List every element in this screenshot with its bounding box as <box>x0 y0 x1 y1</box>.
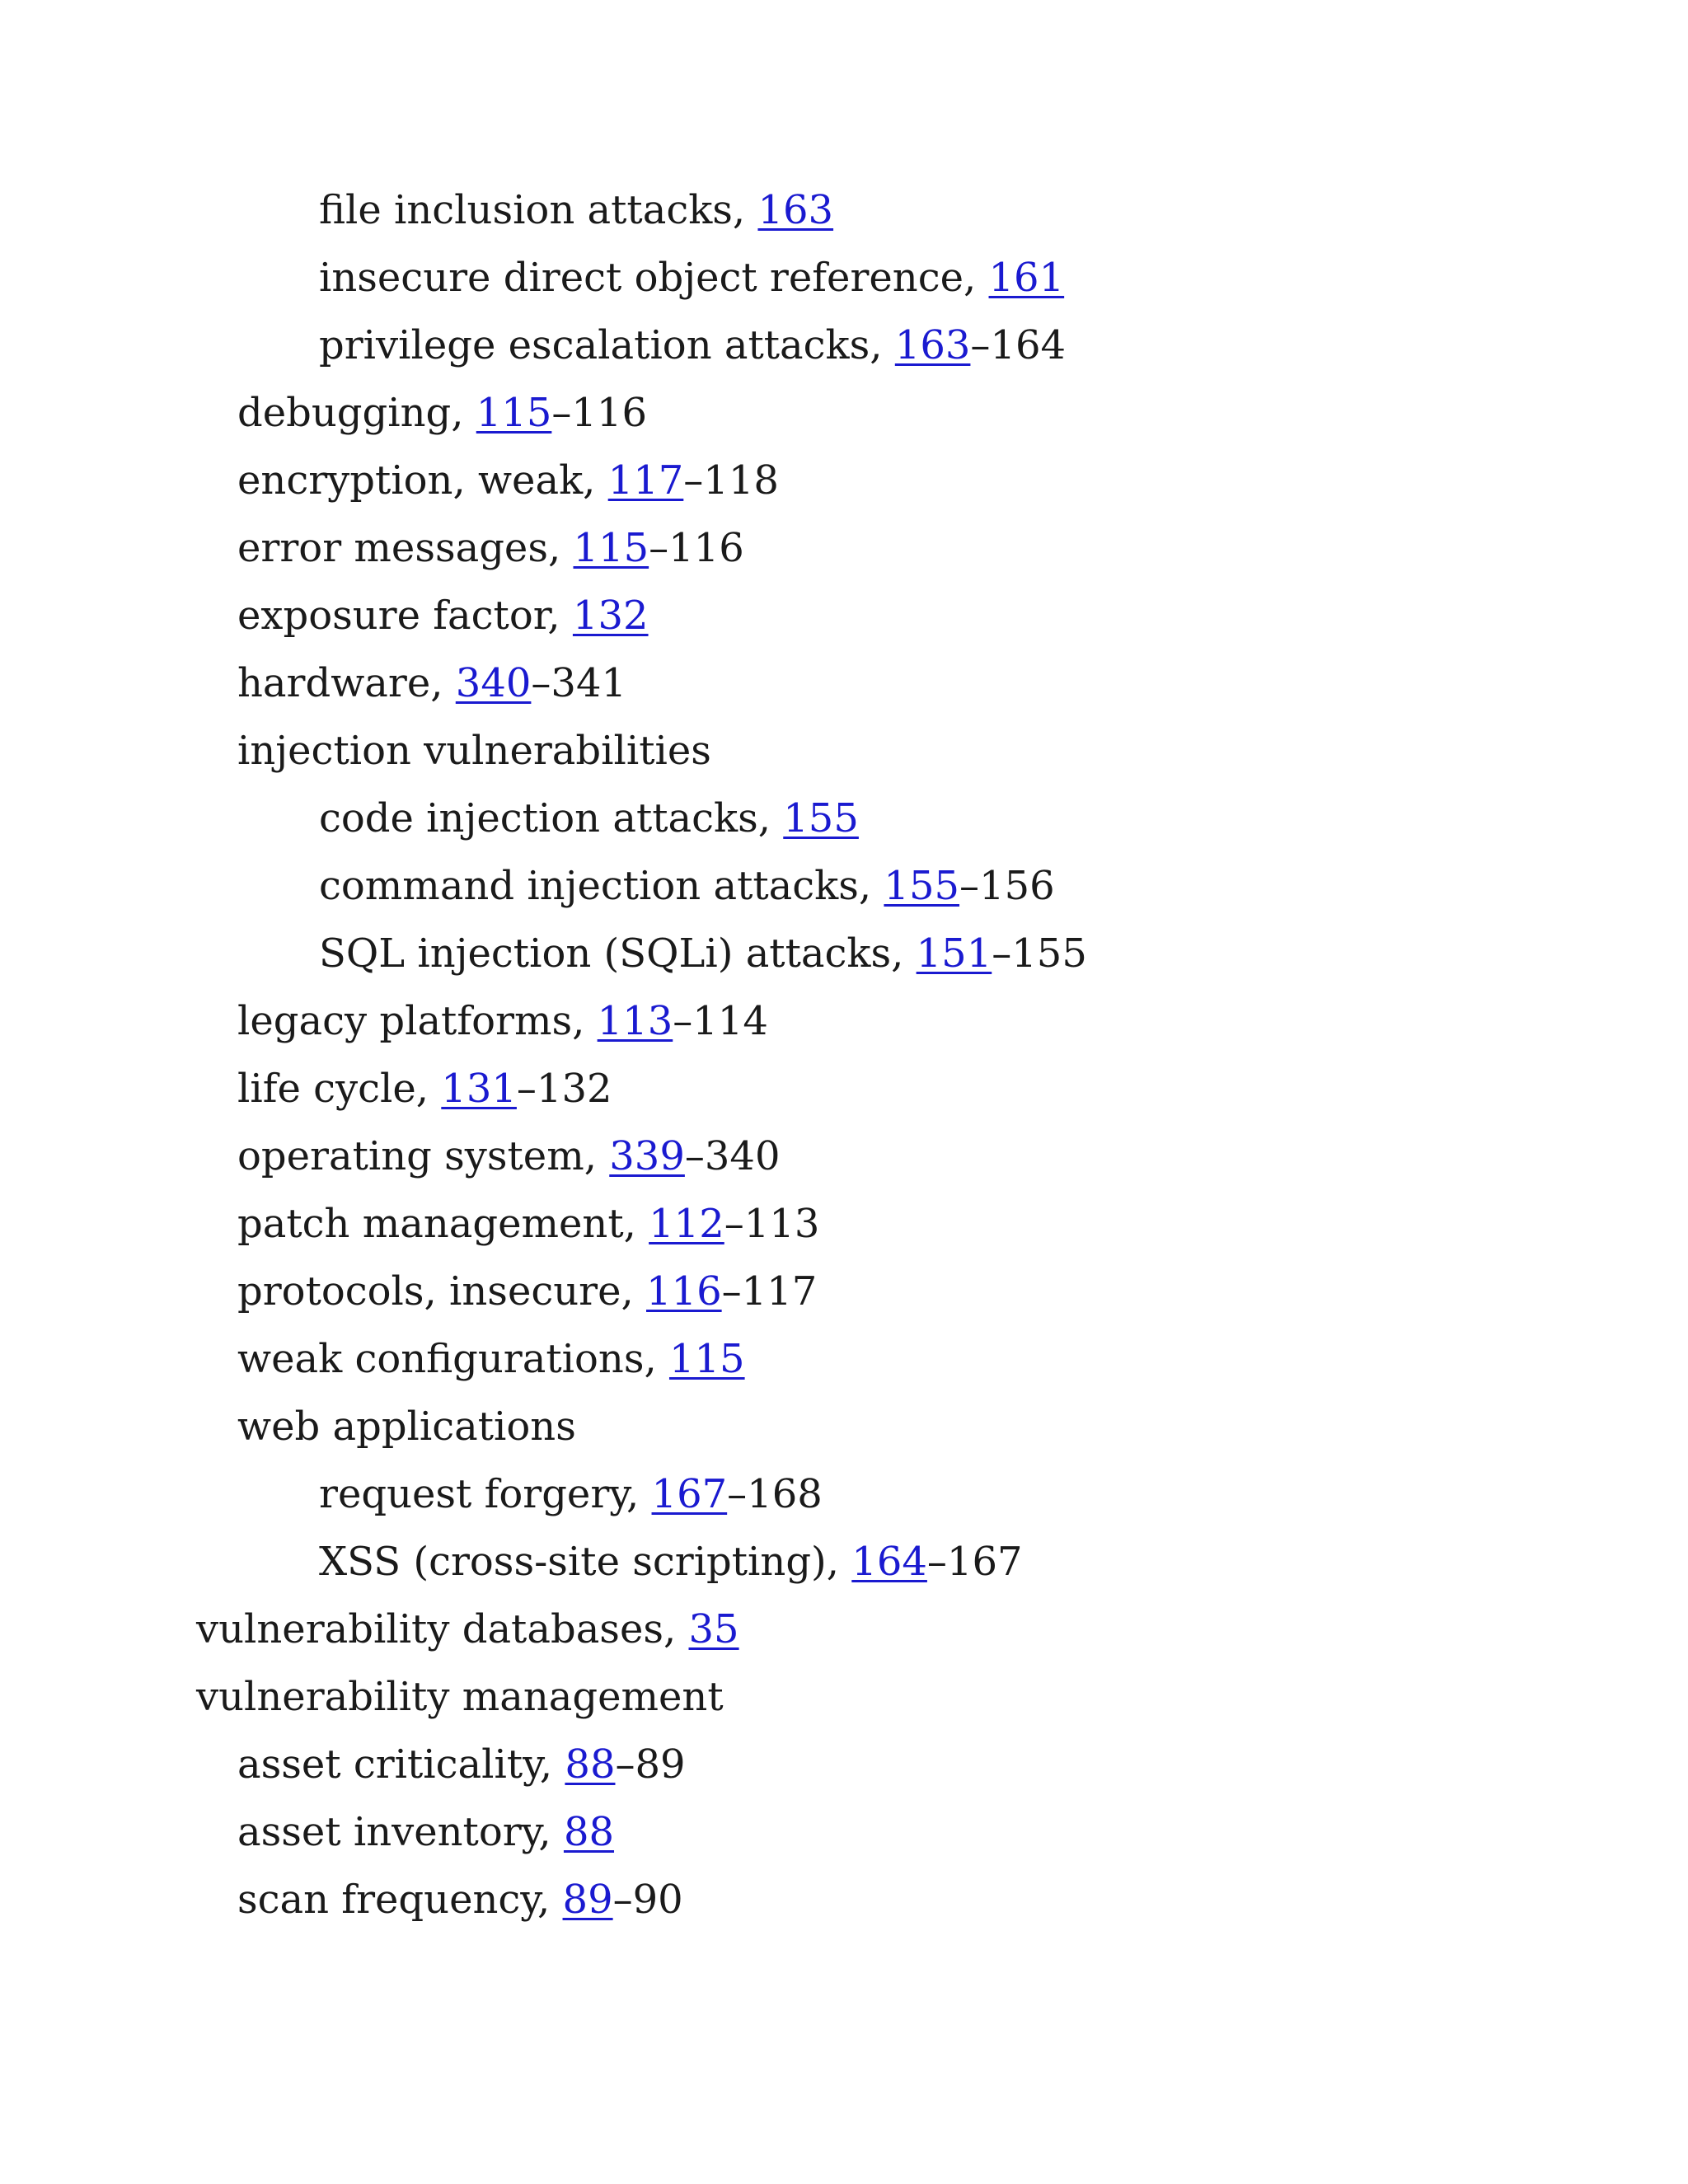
page-range-end: –340 <box>684 1133 781 1179</box>
index-term: operating system, <box>237 1133 610 1179</box>
page-link-113[interactable]: 113 <box>597 998 673 1044</box>
index-term: legacy platforms, <box>237 998 598 1044</box>
page-link-88[interactable]: 88 <box>563 1809 615 1855</box>
page-link-339[interactable]: 339 <box>609 1133 685 1179</box>
index-term: request forgery, <box>319 1471 652 1517</box>
index-term: vulnerability management <box>196 1674 724 1720</box>
index-term: web applications <box>237 1404 576 1450</box>
index-term: XSS (cross-site scripting), <box>319 1539 852 1585</box>
index-term: insecure direct object reference, <box>319 255 989 301</box>
page-range-end: –116 <box>649 525 744 571</box>
index-term: privilege escalation attacks, <box>319 322 895 368</box>
page-link-112[interactable]: 112 <box>649 1201 724 1247</box>
page-range-end: –164 <box>970 322 1067 368</box>
index-entry-asset-criticality <box>0 1731 1688 1798</box>
index-entry-insecure-direct-object-reference <box>0 244 1688 312</box>
index-term: error messages, <box>237 525 574 571</box>
page-range-end: –132 <box>516 1066 612 1112</box>
index-entry-injection-vulnerabilities <box>0 717 1688 785</box>
page-range-end: –156 <box>959 863 1055 909</box>
index-term: weak configurations, <box>237 1336 669 1382</box>
index-entry-error-messages <box>0 514 1688 582</box>
index-term: command injection attacks, <box>319 863 884 909</box>
index-entry-exposure-factor <box>0 582 1688 649</box>
index-entry-command-injection-attacks <box>0 852 1688 920</box>
index-term: debugging, <box>237 390 476 436</box>
index-entry-life-cycle <box>0 1055 1688 1122</box>
index-term: asset inventory, <box>237 1809 564 1855</box>
index-term: file inclusion attacks, <box>319 187 758 233</box>
index-entry-file-inclusion-attacks <box>0 176 1688 244</box>
page-link-131[interactable]: 131 <box>441 1066 517 1112</box>
page-link-88[interactable]: 88 <box>565 1741 616 1788</box>
index-entry-patch-management <box>0 1190 1688 1258</box>
page-range-end: –118 <box>683 457 779 504</box>
page-link-167[interactable]: 167 <box>651 1471 728 1517</box>
page-link-115[interactable]: 115 <box>573 525 649 571</box>
page-link-155[interactable]: 155 <box>884 863 960 909</box>
page-range-end: –167 <box>926 1539 1023 1585</box>
index-term: scan frequency, <box>237 1877 563 1923</box>
page-range-end: –116 <box>551 390 647 436</box>
page-range-end: –117 <box>721 1268 818 1315</box>
page-link-340[interactable]: 340 <box>455 660 532 706</box>
index-term: patch management, <box>237 1201 649 1247</box>
index-entry-vulnerability-databases <box>0 1596 1688 1663</box>
index-entry-debugging <box>0 379 1688 447</box>
index-term: SQL injection (SQLi) attacks, <box>319 930 917 977</box>
index-entry-code-injection-attacks <box>0 785 1688 852</box>
index-term: injection vulnerabilities <box>237 728 711 774</box>
index-entry-encryption-weak <box>0 447 1688 514</box>
index-page <box>0 176 1688 1933</box>
page-link-163[interactable]: 163 <box>894 322 971 368</box>
page-link-115[interactable]: 115 <box>668 1336 745 1382</box>
page-range-end: –341 <box>531 660 627 706</box>
index-term: asset criticality, <box>237 1741 565 1788</box>
index-entry-hardware <box>0 649 1688 717</box>
page-range-end: –114 <box>673 998 768 1044</box>
index-entry-request-forgery <box>0 1460 1688 1528</box>
index-entry-privilege-escalation-attacks <box>0 312 1688 379</box>
index-entry-asset-inventory <box>0 1798 1688 1866</box>
index-entry-protocols-insecure <box>0 1258 1688 1325</box>
index-entry-sql-injection-attacks <box>0 920 1688 987</box>
page-link-35[interactable]: 35 <box>688 1606 739 1652</box>
page-link-116[interactable]: 116 <box>646 1268 722 1315</box>
page-link-161[interactable]: 161 <box>988 255 1065 301</box>
index-term: life cycle, <box>237 1066 442 1112</box>
page-link-163[interactable]: 163 <box>757 187 834 233</box>
index-term: vulnerability databases, <box>196 1606 689 1652</box>
page-range-end: –113 <box>724 1201 820 1247</box>
page-range-end: –168 <box>727 1471 823 1517</box>
index-entry-xss-cross-site-scripting <box>0 1528 1688 1596</box>
page-link-89[interactable]: 89 <box>562 1877 613 1923</box>
page-link-132[interactable]: 132 <box>572 593 649 639</box>
page-link-117[interactable]: 117 <box>607 457 684 504</box>
index-term: exposure factor, <box>237 593 573 639</box>
index-term: encryption, weak, <box>237 457 608 504</box>
index-entry-web-applications <box>0 1393 1688 1460</box>
index-entry-operating-system <box>0 1122 1688 1190</box>
page-link-164[interactable]: 164 <box>851 1539 927 1585</box>
index-entry-legacy-platforms <box>0 987 1688 1055</box>
index-entry-vulnerability-management <box>0 1663 1688 1731</box>
page-link-115[interactable]: 115 <box>476 390 552 436</box>
index-term: code injection attacks, <box>319 795 784 841</box>
index-entry-scan-frequency <box>0 1866 1688 1933</box>
index-term: hardware, <box>237 660 456 706</box>
index-term: protocols, insecure, <box>237 1268 647 1315</box>
page-range-end: –90 <box>612 1877 683 1923</box>
page-link-151[interactable]: 151 <box>916 930 992 977</box>
index-entry-weak-configurations <box>0 1325 1688 1393</box>
page-range-end: –89 <box>615 1741 686 1788</box>
page-link-155[interactable]: 155 <box>783 795 859 841</box>
page-range-end: –155 <box>992 930 1087 977</box>
